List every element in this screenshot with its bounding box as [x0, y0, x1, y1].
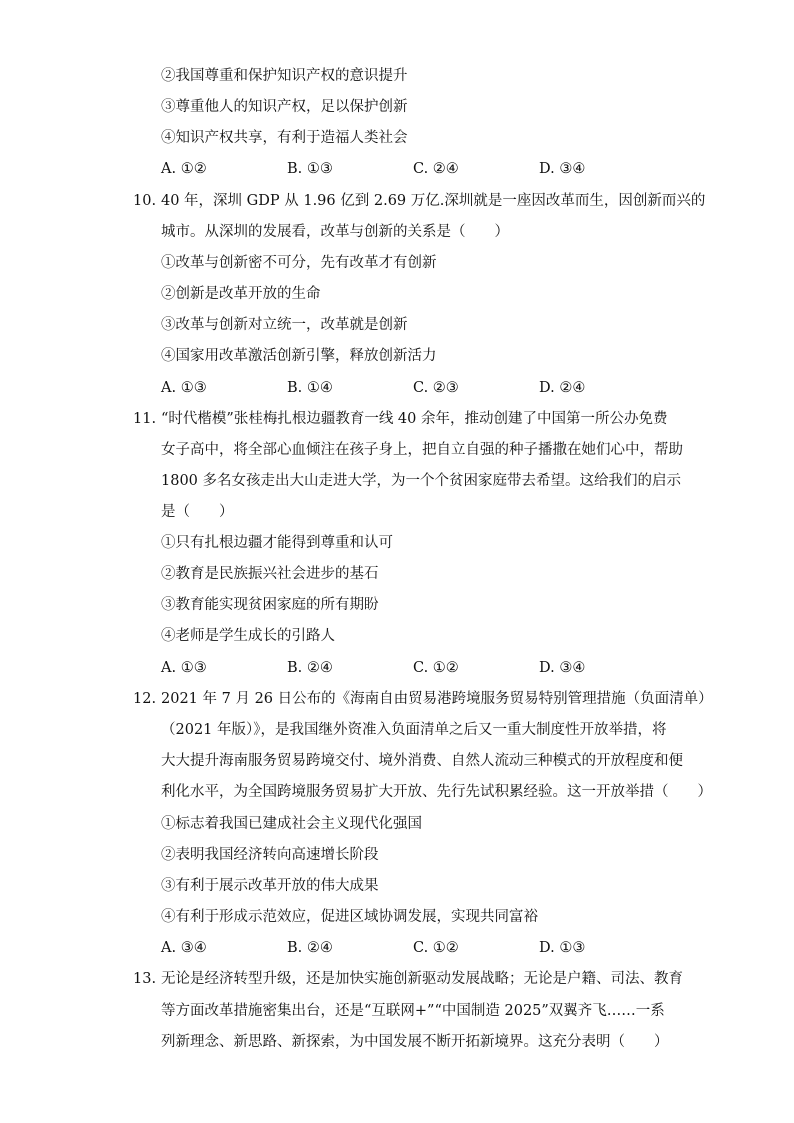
q13-stem-line-3: 列新理念、新思路、新探索，为中国发展不断开拓新境界。这充分表明（ ）	[161, 1034, 669, 1050]
q9-option-d: D. ③④	[539, 161, 586, 177]
q12-item-1: ①标志着我国已建成社会主义现代化强国	[161, 816, 422, 832]
q11-stem-line-1: “时代楷模”张桂梅扎根边疆教育一线 40 余年，推动创建了中国第一所公办免费	[161, 411, 668, 427]
q11-stem-line-3: 1800 多名女孩走出大山走进大学，为一个个贫困家庭带去希望。这给我们的启示	[161, 473, 682, 489]
q10-option-c: C. ②③	[413, 380, 459, 396]
q9-option-a: A. ①②	[161, 161, 207, 177]
q9-option-b: B. ①③	[287, 161, 333, 177]
q12-stem-line-1: 2021 年 7 月 26 日公布的《海南自由贸易港跨境服务贸易特别管理措施（负面清单）	[161, 691, 713, 707]
q12-item-4: ④有利于形成示范效应，促进区域协调发展，实现共同富裕	[161, 909, 538, 925]
q13-number: 13.	[133, 971, 157, 987]
q11-item-2: ②教育是民族振兴社会进步的基石	[161, 566, 379, 582]
q12-option-c: C. ①②	[413, 940, 459, 956]
q11-item-1: ①只有扎根边疆才能得到尊重和认可	[161, 535, 393, 551]
q11-stem-line-4: 是（ ）	[161, 504, 234, 520]
q12-stem-line-2: （2021 年版）》，是我国继外资准入负面清单之后又一重大制度性开放举措，将	[161, 722, 667, 738]
q10-number: 10.	[133, 193, 157, 209]
q10-stem-line-1: 40 年，深圳 GDP 从 1.96 亿到 2.69 万亿.深圳就是一座因改革而生，因创新而兴的	[161, 193, 706, 209]
q11-stem-line-2: 女子高中，将全部心血倾注在孩子身上，把自立自强的种子播撒在她们心中，帮助	[161, 442, 683, 458]
q9-item-4: ④知识产权共享，有利于造福人类社会	[161, 130, 408, 146]
q9-item-2: ②我国尊重和保护知识产权的意识提升	[161, 68, 408, 84]
q12-option-a: A. ③④	[161, 940, 207, 956]
q10-item-4: ④国家用改革激活创新引擎，释放创新活力	[161, 348, 437, 364]
q11-number: 11.	[133, 411, 157, 427]
q10-option-d: D. ②④	[539, 380, 586, 396]
q11-option-a: A. ①③	[161, 660, 207, 676]
q12-option-b: B. ②④	[287, 940, 333, 956]
q12-item-3: ③有利于展示改革开放的伟大成果	[161, 878, 379, 894]
q12-stem-line-4: 利化水平，为全国跨境服务贸易扩大开放、先行先试积累经验。这一开放举措（ ）	[161, 784, 712, 800]
q12-option-d: D. ①③	[539, 940, 586, 956]
q10-item-2: ②创新是改革开放的生命	[161, 286, 321, 302]
q10-option-a: A. ①③	[161, 380, 207, 396]
q11-item-3: ③教育能实现贫困家庭的所有期盼	[161, 597, 379, 613]
q12-item-2: ②表明我国经济转向高速增长阶段	[161, 847, 379, 863]
q9-item-3: ③尊重他人的知识产权，足以保护创新	[161, 99, 408, 115]
q11-option-b: B. ②④	[287, 660, 333, 676]
q10-item-3: ③改革与创新对立统一，改革就是创新	[161, 317, 408, 333]
q13-stem-line-2: 等方面改革措施密集出台，还是“互联网+”“中国制造 2025”双翼齐飞……一系	[161, 1003, 665, 1019]
q13-stem-line-1: 无论是经济转型升级，还是加快实施创新驱动发展战略；无论是户籍、司法、教育	[161, 971, 683, 987]
q12-number: 12.	[133, 691, 157, 707]
q10-stem-line-2: 城市。从深圳的发展看，改革与创新的关系是（ ）	[161, 224, 509, 240]
q11-option-d: D. ③④	[539, 660, 586, 676]
q10-item-1: ①改革与创新密不可分，先有改革才有创新	[161, 255, 437, 271]
q11-option-c: C. ①②	[413, 660, 459, 676]
q9-option-c: C. ②④	[413, 161, 459, 177]
q11-item-4: ④老师是学生成长的引路人	[161, 628, 335, 644]
q10-option-b: B. ①④	[287, 380, 333, 396]
q12-stem-line-3: 大大提升海南服务贸易跨境交付、境外消费、自然人流动三种模式的开放程度和便	[161, 753, 683, 769]
